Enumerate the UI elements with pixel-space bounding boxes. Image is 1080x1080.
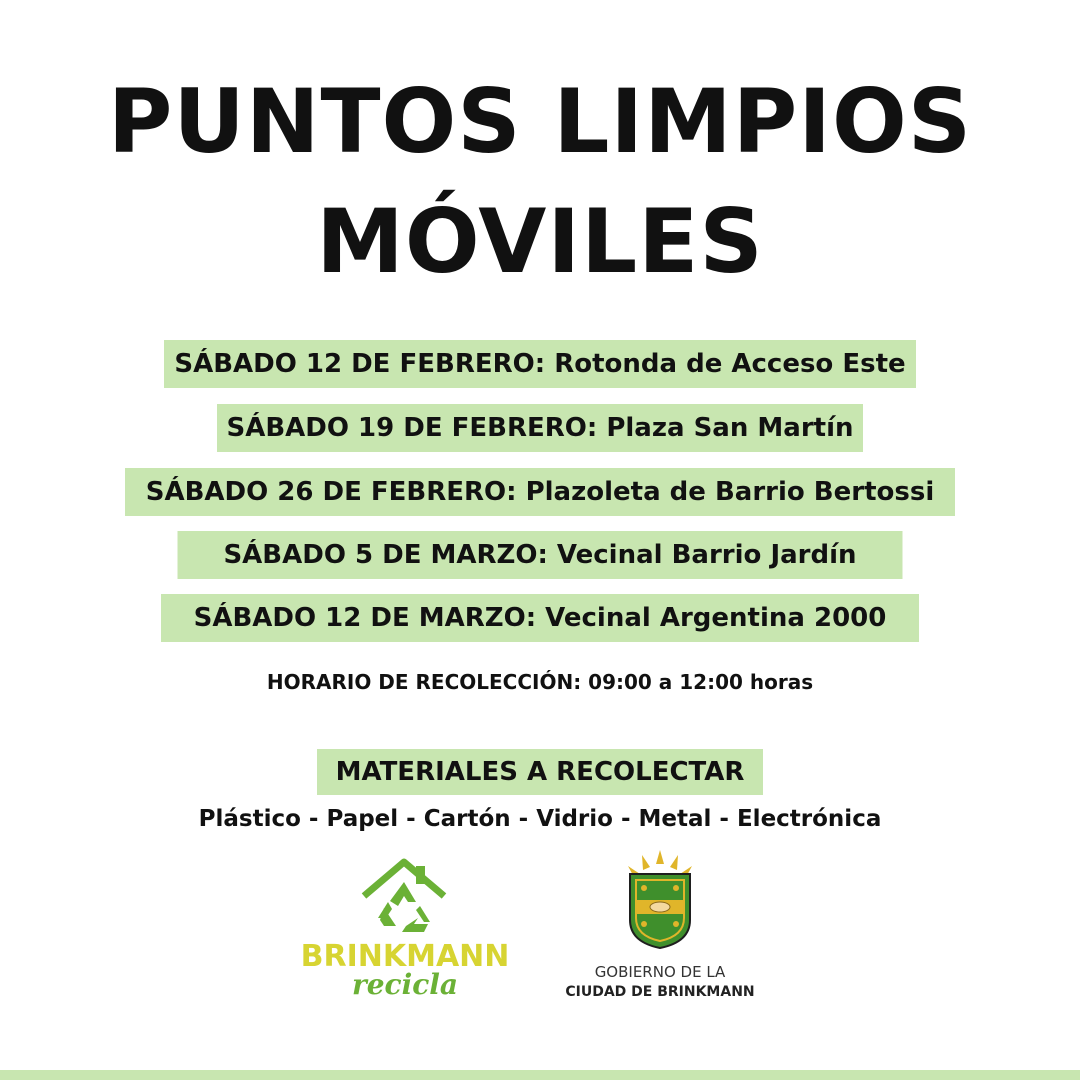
materials-list: Plástico - Papel - Cartón - Vidrio - Metal - Electrónica [198, 806, 882, 832]
materials-title: MATERIALES A RECOLECTAR [317, 749, 763, 795]
collection-hours: HORARIO DE RECOLECCIÓN: 09:00 a 12:00 horas [266, 670, 814, 694]
title-line-1: PUNTOS LIMPIOS [107, 70, 973, 173]
title-line-2: MÓVILES [316, 190, 764, 293]
recycle-house-icon [358, 856, 450, 940]
brinkmann-recicla-logo [298, 856, 512, 1006]
event-row: SÁBADO 19 DE FEBRERO: Plaza San Martín [217, 404, 863, 452]
event-row: SÁBADO 26 DE FEBRERO: Plazoleta de Barrio Bertossi [125, 468, 955, 516]
bottom-bar [0, 1070, 1080, 1080]
gobierno-logo [560, 850, 790, 1010]
event-row: SÁBADO 12 DE MARZO: Vecinal Argentina 2000 [161, 594, 919, 642]
brand-name: BRINKMANN [300, 939, 510, 974]
gobierno-line-2: CIUDAD DE BRINKMANN [565, 984, 755, 1000]
brand-subtitle: recicla [351, 968, 459, 1001]
event-row: SÁBADO 5 DE MARZO: Vecinal Barrio Jardín [178, 531, 903, 579]
coat-of-arms-icon [620, 850, 700, 950]
event-row: SÁBADO 12 DE FEBRERO: Rotonda de Acceso Este [164, 340, 916, 388]
gobierno-line-1: GOBIERNO DE LA [594, 963, 726, 981]
